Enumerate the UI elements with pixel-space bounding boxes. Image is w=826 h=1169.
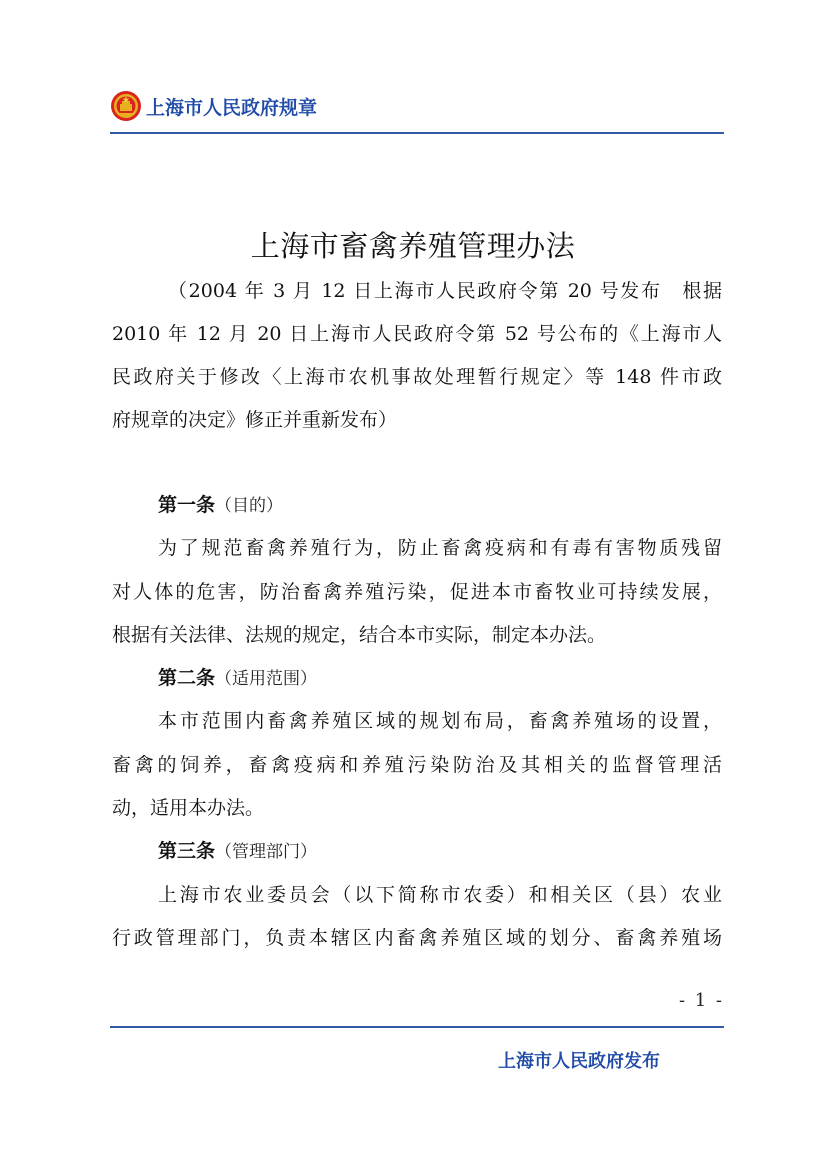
article-note: （适用范围） xyxy=(215,669,318,690)
footer-divider xyxy=(110,1026,724,1028)
paragraph-line: 行政管理部门，负责本辖区内畜禽养殖区域的划分、畜禽养殖场 xyxy=(112,926,722,949)
document-title: 上海市畜禽养殖管理办法 xyxy=(250,229,576,263)
subtitle-line: （2004 年 3 月 12 日上海市人民政府令第 20 号发布 根据 xyxy=(168,280,722,302)
subtitle-line: 2010 年 12 月 20 日上海市人民政府令第 52 号公布的《上海市人 xyxy=(112,323,722,345)
document-subtitle xyxy=(112,270,722,442)
paragraph-line: 为了规范畜禽养殖行为，防止畜禽疫病和有毒有害物质残留 xyxy=(158,537,722,560)
subtitle-line: 民政府关于修改〈上海市农机事故处理暂行规定〉等 148 件市政 xyxy=(112,366,722,388)
article-heading xyxy=(112,484,722,527)
paragraph-line: 畜禽的饲养，畜禽疫病和养殖污染防治及其相关的监督管理活 xyxy=(112,753,722,776)
page-number: - 1 - xyxy=(678,990,724,1011)
header-title: 上海市人民政府规章 xyxy=(146,96,318,119)
article-number: 第三条 xyxy=(158,840,216,863)
article-note: （管理部门） xyxy=(215,842,318,863)
footer-publisher: 上海市人民政府发布 xyxy=(498,1051,660,1072)
paragraph-line: 动，适用本办法。 xyxy=(112,797,265,820)
header-divider xyxy=(110,132,724,134)
article-heading xyxy=(112,830,722,873)
paragraph-line: 本市范围内畜禽养殖区域的规划布局，畜禽养殖场的设置， xyxy=(158,710,722,733)
paragraph-line: 对人体的危害，防治畜禽养殖污染，促进本市畜牧业可持续发展， xyxy=(112,580,722,603)
article-number: 第一条 xyxy=(158,494,216,516)
paragraph-line: 根据有关法律、法规的规定，结合本市实际，制定本办法。 xyxy=(112,623,607,646)
article-heading xyxy=(112,657,722,700)
national-emblem-icon xyxy=(110,90,142,122)
paragraph-line: 上海市农业委员会（以下简称市农委）和相关区（县）农业 xyxy=(158,883,722,906)
page-header xyxy=(110,88,317,124)
article-number: 第二条 xyxy=(158,667,216,690)
document-body xyxy=(112,484,722,960)
article-note: （目的） xyxy=(215,496,284,516)
subtitle-line: 府规章的决定》修正并重新发布） xyxy=(112,409,398,431)
